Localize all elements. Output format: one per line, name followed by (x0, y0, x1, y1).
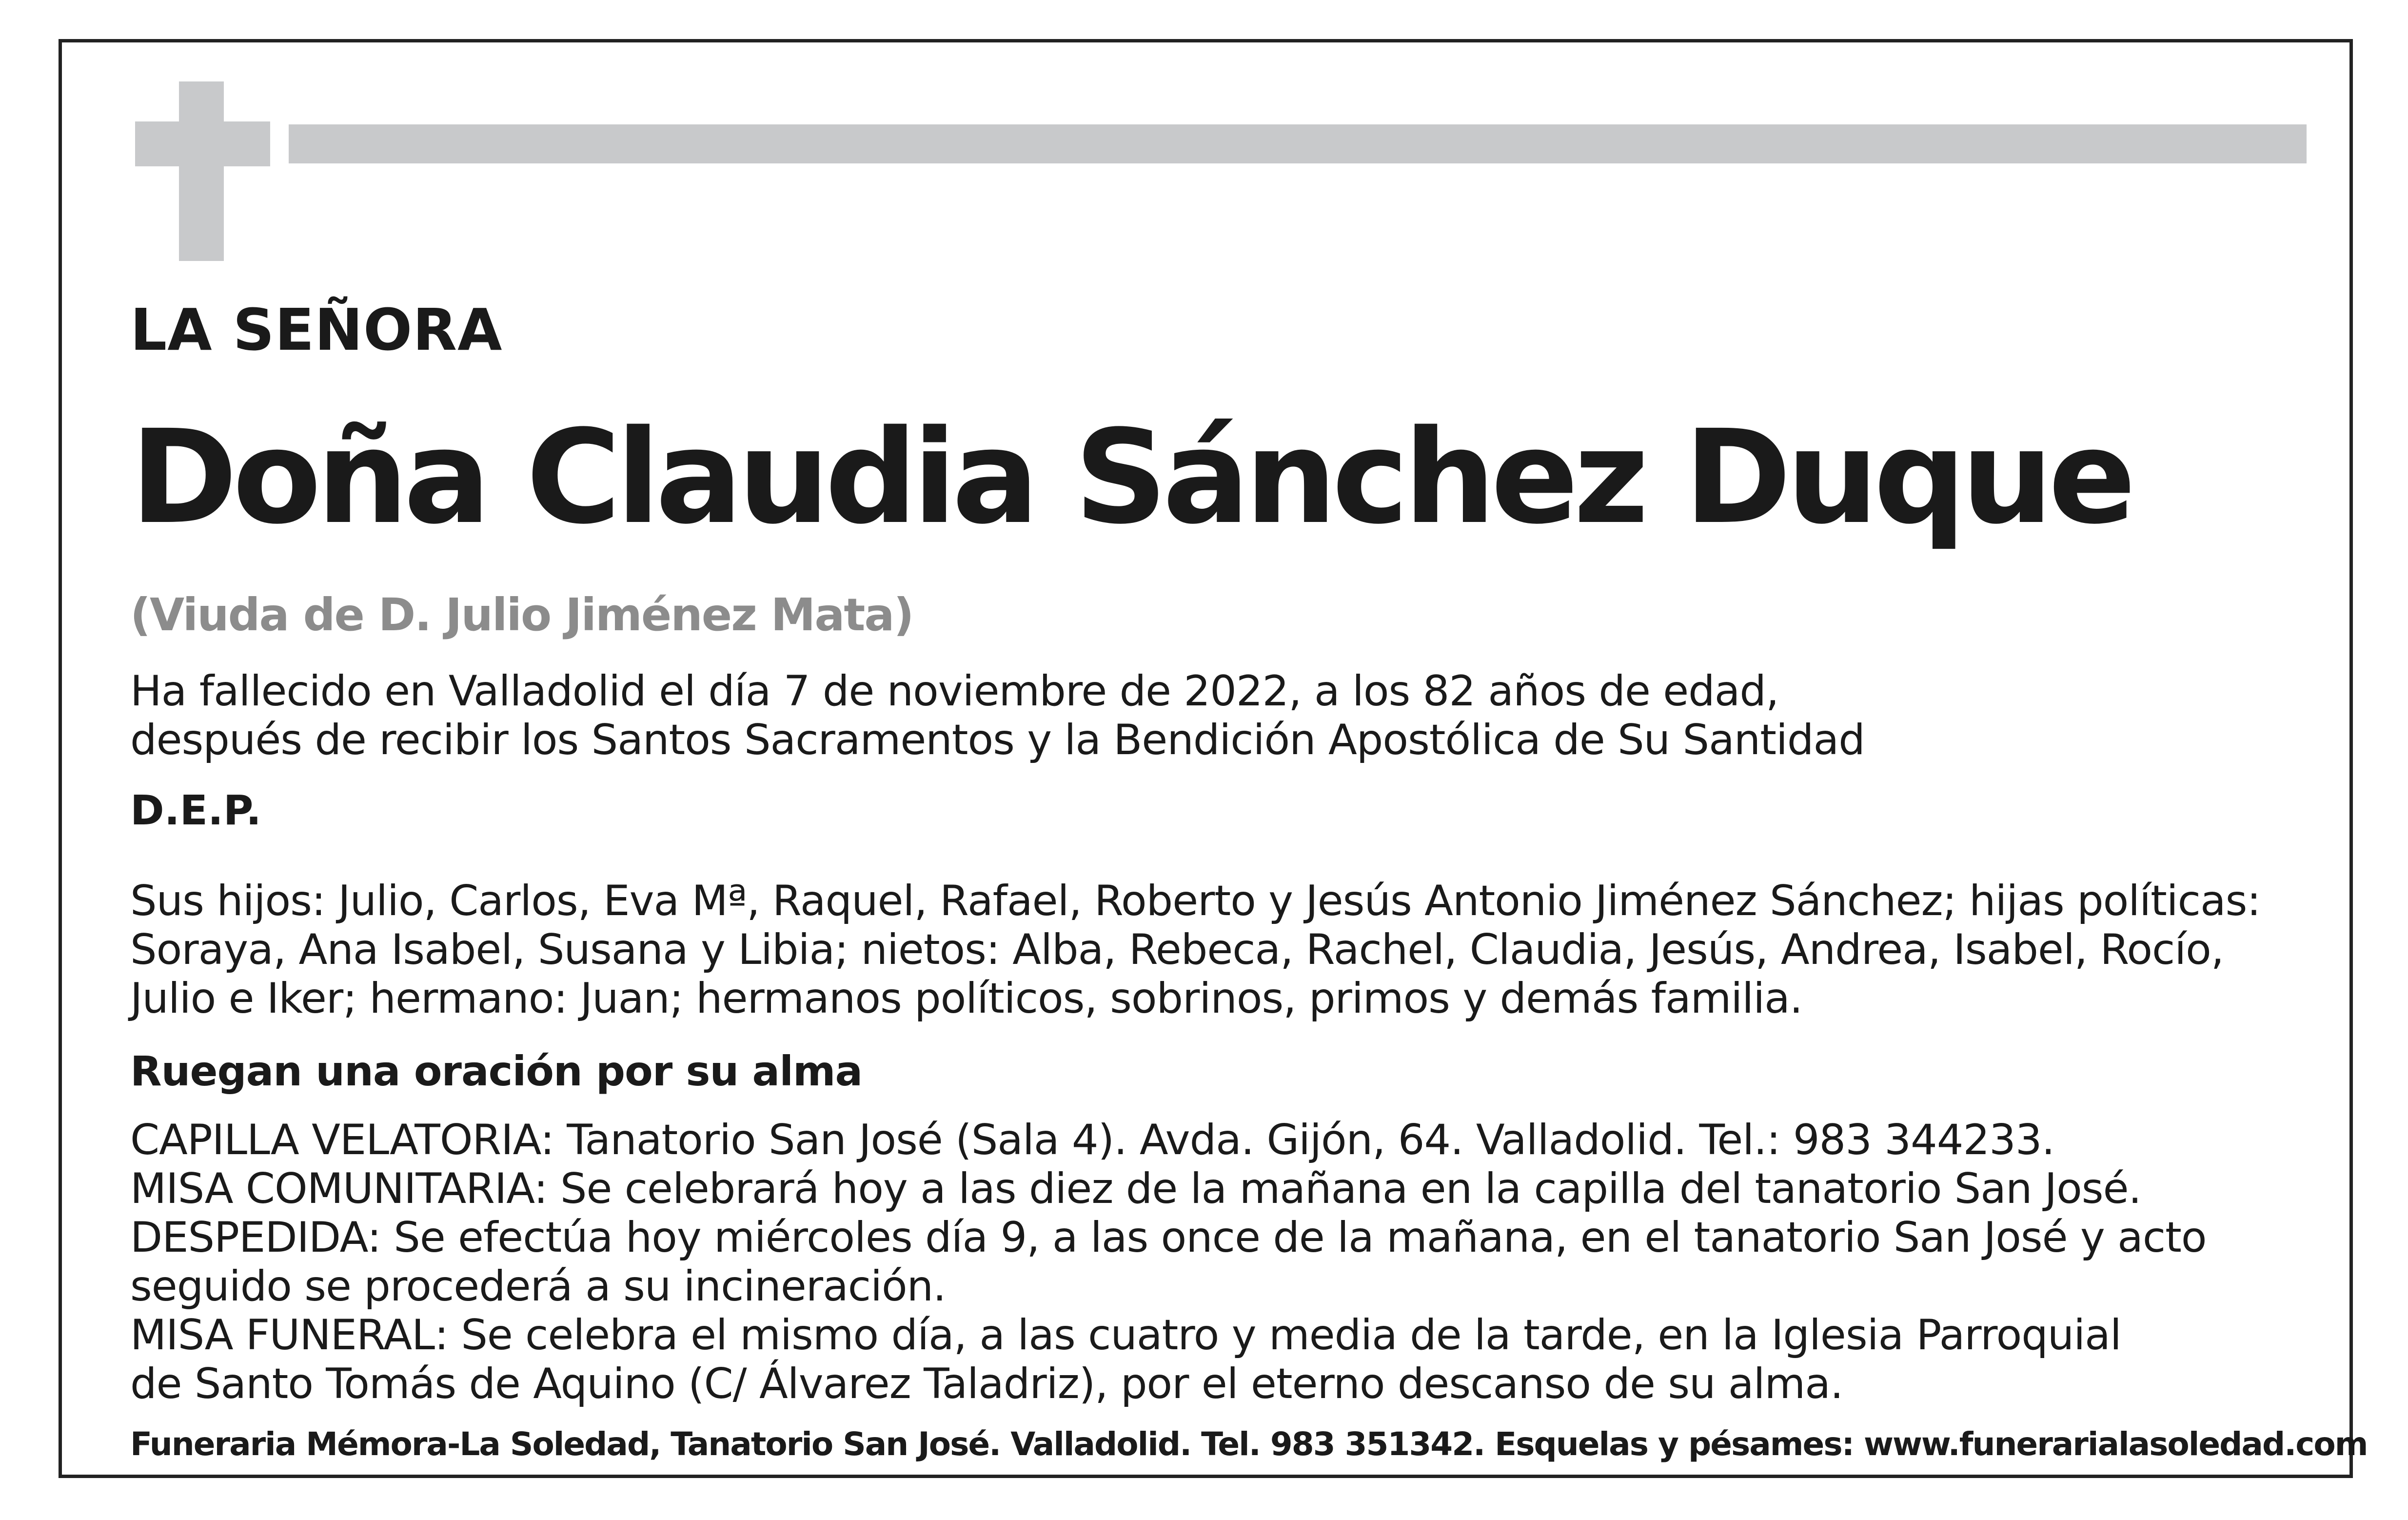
widow-of-line: (Viuda de D. Julio Jiménez Mata) (130, 589, 913, 641)
funeral-home-footer: Funeraria Mémora-La Soledad, Tanatorio San José. Valladolid. Tel. 983 351342. Esquelas y pésames: www.funerarialasoledad.com (130, 1425, 2368, 1463)
service-line: MISA COMUNITARIA: Se celebrará hoy a las diez de la mañana en la capilla del tanatorio San José. (130, 1164, 2141, 1213)
cross-vertical-beam (179, 81, 224, 261)
cross-horizontal-beam (135, 121, 270, 166)
rip-label: D.E.P. (130, 786, 261, 834)
death-line: después de recibir los Santos Sacramentos y la Bendición Apostólica de Su Santidad (130, 716, 1865, 764)
service-details (130, 1116, 2206, 1408)
death-announcement (130, 667, 1865, 764)
family-list (130, 877, 2260, 1023)
obituary-notice (59, 39, 2368, 1478)
family-line: Julio e Iker; hermano: Juan; hermanos políticos, sobrinos, primos y demás familia. (130, 974, 1803, 1023)
service-line: CAPILLA VELATORIA: Tanatorio San José (Sala 4). Avda. Gijón, 64. Valladolid. Tel.: 983 344233. (130, 1116, 2054, 1164)
deceased-name: Doña Claudia Sánchez Duque (130, 402, 2132, 553)
service-line: MISA FUNERAL: Se celebra el mismo día, a las cuatro y media de la tarde, en la Iglesia Parroquial (130, 1311, 2121, 1360)
service-line: DESPEDIDA: Se efectúa hoy miércoles día 9, a las once de la mañana, en el tanatorio San José y acto (130, 1213, 2207, 1262)
header-divider-bar (289, 124, 2307, 163)
service-line: seguido se procederá a su incineración. (130, 1262, 946, 1311)
family-line: Soraya, Ana Isabel, Susana y Libia; nietos: Alba, Rebeca, Rachel, Claudia, Jesús, Andrea, Isabel, Rocío, (130, 925, 2224, 974)
heading-title: LA SEÑORA (130, 296, 503, 363)
service-line: de Santo Tomás de Aquino (C/ Álvarez Taladriz), por el eterno descanso de su alma. (130, 1360, 1843, 1408)
prayer-request: Ruegan una oración por su alma (130, 1047, 863, 1095)
family-line: Sus hijos: Julio, Carlos, Eva Mª, Raquel, Rafael, Roberto y Jesús Antonio Jiménez Sánchez; hijas políticas: (130, 877, 2261, 925)
death-line: Ha fallecido en Valladolid el día 7 de noviembre de 2022, a los 82 años de edad, (130, 667, 1779, 716)
